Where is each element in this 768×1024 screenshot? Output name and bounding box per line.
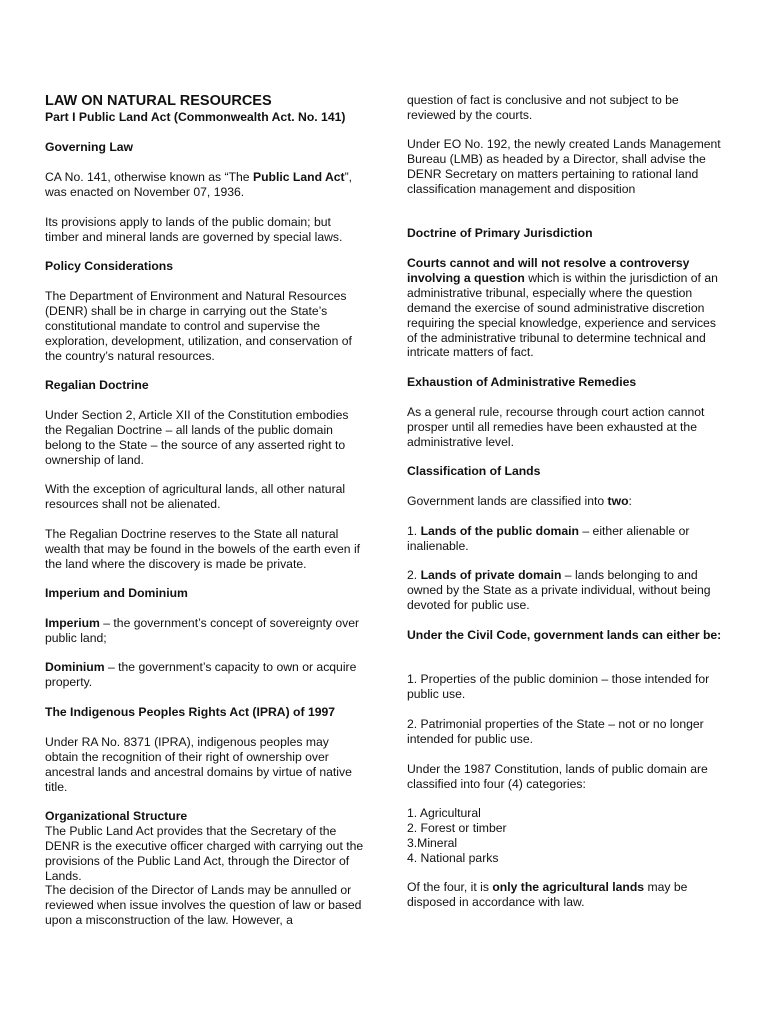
regalian-paragraph-3: The Regalian Doctrine reserves to the State all natural wealth that may be found in the bowels of the earth even if the land where the discovery is made be private. <box>45 527 361 571</box>
dominium-definition: Dominium – the government’s capacity to own or acquire property. <box>45 660 357 689</box>
governing-law-paragraph-1: CA No. 141, otherwise known as “The Public Land Act”, was enacted on November 07, 1936. <box>45 170 353 199</box>
document-title: LAW ON NATURAL RESOURCES <box>45 93 272 109</box>
category-item: 2. Forest or timber <box>407 821 507 835</box>
governing-law-heading: Governing Law <box>45 140 134 154</box>
org-structure-heading: Organizational Structure <box>45 809 188 823</box>
category-item: 4. National parks <box>407 851 499 865</box>
exhaustion-heading: Exhaustion of Administrative Remedies <box>407 375 637 389</box>
category-item: 1. Agricultural <box>407 806 481 820</box>
imperium-definition: Imperium – the government’s concept of sovereignty over public land; <box>45 616 360 645</box>
document-subtitle: Part I Public Land Act (Commonwealth Act. No. 141) <box>45 110 346 124</box>
regalian-paragraph-2: With the exception of agricultural lands, all other natural resources shall not be alienated. <box>45 482 346 511</box>
imperium-heading: Imperium and Dominium <box>45 586 188 600</box>
classification-heading: Classification of Lands <box>407 464 541 478</box>
governing-law-paragraph-2: Its provisions apply to lands of the public domain; but timber and mineral lands are governed by special laws. <box>45 215 343 244</box>
ipra-heading: The Indigenous Peoples Rights Act (IPRA) of 1997 <box>45 705 336 719</box>
ipra-paragraph: Under RA No. 8371 (IPRA), indigenous peoples may obtain the recognition of their right of ownership over ancestral lands and ancestral domains by virtue of native title. <box>45 735 352 794</box>
civil-code-heading: Under the Civil Code, government lands can either be: <box>407 628 722 642</box>
classification-intro: Government lands are classified into two: <box>407 494 632 508</box>
primary-jurisdiction-paragraph: Courts cannot and will not resolve a controversy involving a question which is within the jurisdiction of an administrative tribunal, especially where the question demand the exercise of sound administrative discretion requiring the special knowledge, experience and services of the administrative tribunal to determine technical and intricate matters of fact. <box>407 256 718 360</box>
regalian-paragraph-1: Under Section 2, Article XII of the Constitution embodies the Regalian Doctrine – all lands of the public domain belong to the State – the source of any asserted right to ownership of land. <box>45 408 349 467</box>
classification-item-2: 2. Lands of private domain – lands belonging to and owned by the State as a private individual, without being devoted for public use. <box>407 568 711 612</box>
org-structure-paragraph-2: The decision of the Director of Lands may be annulled or reviewed when issue involves the question of law or based upon a misconstruction of the law. However, a <box>45 883 362 927</box>
final-paragraph: Of the four, it is only the agricultural lands may be disposed in accordance with law. <box>407 880 688 909</box>
category-item: 3.Mineral <box>407 836 458 850</box>
policy-heading: Policy Considerations <box>45 259 173 273</box>
constitution-paragraph: Under the 1987 Constitution, lands of public domain are classified into four (4) categories: <box>407 762 708 791</box>
eo-paragraph: Under EO No. 192, the newly created Lands Management Bureau (LMB) as headed by a Director, shall advise the DENR Secretary on matters pertaining to rational land classification management and disposition <box>407 137 721 196</box>
civil-code-item-2: 2. Patrimonial properties of the State – not or no longer intended for public use. <box>407 717 704 746</box>
continued-paragraph: question of fact is conclusive and not subject to be reviewed by the courts. <box>407 93 679 122</box>
primary-jurisdiction-heading: Doctrine of Primary Jurisdiction <box>407 226 593 240</box>
classification-item-1: 1. Lands of the public domain – either alienable or inalienable. <box>407 524 690 553</box>
policy-paragraph: The Department of Environment and Natural Resources (DENR) shall be in charge in carrying out the State’s constitutional mandate to control and supervise the exploration, development, utilization, and conservation of the country’s natural resources. <box>45 289 352 363</box>
org-structure-paragraph-1: The Public Land Act provides that the Secretary of the DENR is the executive officer charged with carrying out the provisions of the Public Land Act, through the Director of Lands. <box>45 824 364 883</box>
civil-code-item-1: 1. Properties of the public dominion – those intended for public use. <box>407 672 710 701</box>
regalian-heading: Regalian Doctrine <box>45 378 149 392</box>
exhaustion-paragraph: As a general rule, recourse through court action cannot prosper until all remedies have been exhausted at the administrative level. <box>407 405 705 449</box>
